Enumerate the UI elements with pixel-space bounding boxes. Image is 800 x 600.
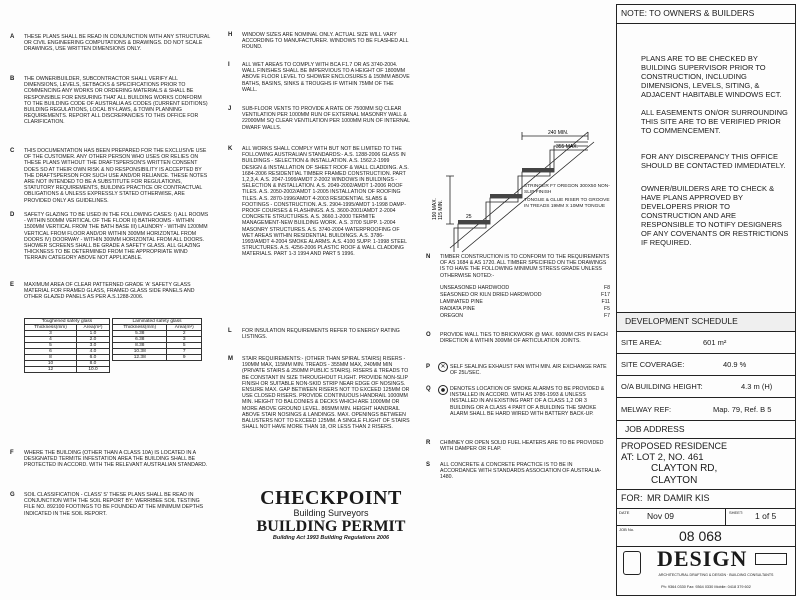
date-label: DATE bbox=[619, 510, 630, 515]
note-letter: O bbox=[426, 332, 431, 338]
owners-note-title: NOTE: TO OWNERS & BUILDERS bbox=[621, 8, 755, 18]
table-row: 4 2.0 bbox=[25, 337, 110, 343]
job-address-title: JOB ADDRESS bbox=[625, 424, 685, 434]
date-value: Nov 09 bbox=[647, 511, 674, 521]
tread-3 bbox=[522, 168, 554, 172]
list-item: OREGON F7 bbox=[440, 313, 610, 319]
logo-contact: Ph: 9364 0330 Fax: 9364 0330 Mobile: 0418 379 602 bbox=[661, 585, 751, 589]
note-letter: F bbox=[10, 450, 14, 456]
client-name: MR DAMIR KIS bbox=[647, 493, 710, 503]
table-title: Laminated safety glass bbox=[113, 319, 202, 325]
melway-value: Map. 79, Ref. B 5 bbox=[713, 405, 772, 414]
tread-2 bbox=[490, 194, 522, 198]
note-letter: M bbox=[228, 356, 233, 362]
job-address-body bbox=[617, 439, 795, 490]
owners-note-2: ALL EASEMENTS ON/OR SURROUNDING THIS SITE ARE TO BE VERIFIED PRIOR TO COMMENCEMENT. bbox=[641, 108, 788, 135]
note-letter: K bbox=[228, 146, 233, 152]
col-header: Thickness(mm) bbox=[113, 325, 167, 331]
table-title: Toughened safety glass bbox=[25, 319, 110, 325]
note-letter: N bbox=[426, 254, 431, 260]
table-row: 8 6.0 bbox=[25, 355, 110, 361]
note-text: WHERE THE BUILDING (OTHER THAN A CLASS 10A) IS LOCATED IN A DESIGNATED TERMITE INFESTATION AREA THE BUILDING SHALL BE PROTECTED IN ACCORD. WITH THE RELEVANT AUSTRALIAN STANDARD. bbox=[24, 450, 208, 469]
note-letter: H bbox=[228, 32, 233, 38]
client-label: FOR: bbox=[621, 493, 643, 503]
table-row: 10.38 7 bbox=[113, 349, 202, 355]
site-area-label: SITE AREA: bbox=[621, 338, 662, 347]
checkpoint-sub: Building Surveyors bbox=[293, 508, 369, 518]
building-height-value: 4.3 m (H) bbox=[741, 382, 773, 391]
stair-stringer-label: STRINGER F7 OREGON 300X50 NON-SLIP FINISH bbox=[524, 184, 610, 195]
stair-tread-label: TONGUE & GLUE RISER TO GROOVE IN TREADS 19MM X 10MM TONGUE bbox=[524, 198, 610, 209]
note-letter: L bbox=[228, 328, 232, 334]
note-text: SOIL CLASSIFICATION - CLASS' S' THESE PLANS SHALL BE READ IN CONJUNCTION WITH THE SOIL REPORT BY: WERRIBEE SOIL TESTING FILE NO. 892100 FOOTINGS TO BE FOUNDED AT THE MINIMUM DEPTHS INDICATED IN THE SOIL REPORT. bbox=[24, 492, 204, 517]
melway-row bbox=[617, 398, 795, 421]
note-letter: S bbox=[426, 462, 431, 468]
toughened-glass-table bbox=[24, 318, 110, 373]
dim-riser-min: 115 MIN. bbox=[438, 200, 444, 220]
checkpoint-permit: BUILDING PERMIT bbox=[256, 518, 406, 535]
dim-going-max: 355 MAX. bbox=[556, 144, 578, 150]
table-row: 6.38 3 bbox=[113, 337, 202, 343]
dim-riser-max: 190 MAX. bbox=[432, 198, 438, 220]
note-text: STAIR REQUIREMENTS:- (OTHER THAN SPIRAL STAIRS) RISERS - 190MM MAX, 115MM MIN. TREADS - 355MM MAX, 240MM MIN (PRIVATE STAIRS & 250MM PUBLIC STAIRS). RISERS & TREADS TO BE CONSTANT IN SIZE THROUGHOUT FLIGHT. PROVIDE NON-SLIP FINISH OR SUITABLE NON-SKID STRIP NEAR EDGE OF NOSINGS. ENSURE MAX. GAP BETWEEN RISERS NOT TO EXCEED 125MM OR USE CLOSED RISERS. PROVIDE CONTINUOUS HANDRAIL 1000MM MIN. HEIGHT TO BALCONIES & DECKS WHICH ARE 1000MM OR MORE ABOVE GROUND LEVEL. 865MM MIN. HEIGHT HANDRAIL ABOVE STAIR NOSINGS & LANDINGS. MAX. OPENINGS BETWEEN BALUSTERS NOT TO EXCEED 125MM. A SINGLE FLIGHT OF STAIRS SHALL NOT HAVE MORE THAN 18, OR LESS THAN 2 RISERS. bbox=[242, 356, 410, 431]
note-text: DENOTES LOCATION OF SMOKE ALARMS TO BE PROVIDED & INSTALLED IN ACCORD. WITH AS 3786-1993 & UNLESS INSTALLED IN AN EXISTING PART OF A CLASS 1,2 OR 3 BUILDING OR A CLASS 4 PART OF A BUILDING THE SMOKE ALARM SHALL BE HARD WIRED WITH BATTERY BACK-UP. bbox=[450, 386, 605, 417]
note-letter: D bbox=[10, 212, 15, 218]
list-item: UNSEASONED HARDWOOD F8 bbox=[440, 285, 610, 291]
col-header: Thickness(mm) bbox=[25, 325, 77, 331]
job-address-line: CLAYTON RD, bbox=[651, 463, 718, 474]
note-text: THIS DOCUMENTATION HAS BEEN PREPARED FOR THE EXCLUSIVE USE OF THE CUSTOMER. ANY OTHER PERSON WHO USES OR RELIES ON THESE PLANS WITHOUT THE DRAFTSPERSON'S WRITTEN CONSENT DOES SO AT THEIR OWN RISK & NO RESPONSIBILITY IS ACCEPTED BY THE DRAFTSPERSON FOR SUCH USE AND/OR RELIANCE. THESE NOTES ARE NOT INTENDED TO BE A SUBSTITUTE FOR REGULATIONS, STATUTORY REQUIREMENTS, BUILDING PRACTICE OR CONTRACTUAL OBLIGATIONS & UNLESS EXPRESSLY STATED OTHERWISE, ARE PROVIDED ONLY AS GUIDELINES. bbox=[24, 148, 208, 204]
client-row bbox=[617, 490, 795, 509]
checkpoint-name: CHECKPOINT bbox=[260, 487, 402, 509]
building-height-label: O/A BUILDING HEIGHT: bbox=[621, 382, 703, 391]
note-letter: I bbox=[228, 62, 230, 68]
note-text: SELF SEALING EXHAUST FAN WITH MIN. AIR EXCHANGE RATE OF 25L/SEC. bbox=[450, 364, 607, 377]
site-area-value: 601 m² bbox=[703, 338, 727, 347]
smoke-alarm-icon bbox=[438, 385, 448, 395]
logo-emblem-icon bbox=[623, 551, 641, 575]
note-text: CHIMNEY OR OPEN SOLID FUEL HEATERS ARE TO BE PROVIDED WITH DAMPER OR FLAP. bbox=[440, 440, 604, 453]
table-row: 12.38 9 bbox=[113, 355, 202, 361]
laminated-glass-table bbox=[112, 318, 202, 361]
job-number-label: JOB No. bbox=[619, 527, 635, 532]
date-sheet-divider bbox=[725, 509, 726, 525]
note-text: ALL CONCRETE & CONCRETE PRACTICE IS TO BE IN ACCORDANCE WITH STANDARDS ASSOCIATION OF AUSTRALIA-1480. bbox=[440, 462, 602, 481]
note-letter: R bbox=[426, 440, 431, 446]
site-coverage-label: SITE COVERAGE: bbox=[621, 360, 685, 369]
note-text: PROVIDE WALL TIES TO BRICKWORK @ MAX. 600MM CRS IN EACH DIRECTION & WITHIN 300MM OF ARTICULATION JOINTS. bbox=[440, 332, 608, 345]
table-row: 8.38 5 bbox=[113, 343, 202, 349]
date-sheet-row bbox=[617, 509, 795, 526]
table-row: 3 1.0 bbox=[25, 331, 110, 337]
dim-going-min: 240 MIN. bbox=[548, 130, 569, 136]
logo-tagline: ARCHITECTURAL DRAFTING & DESIGN · BUILDING CONSULTANTS bbox=[658, 573, 774, 577]
sheet-value: 1 of 5 bbox=[755, 511, 777, 521]
note-text: THE OWNER/BUILDER, SUBCONTRACTOR SHALL VERIFY ALL DIMENSIONS, LEVELS, SETBACKS & SPECIFICATIONS PRIOR TO COMMENCING ANY WORKS OR ORDERING MATERIALS & SHALL BE RESPONSIBLE FOR ENSURING THAT ALL BUILDING WORKS CONFORM TO THE BUILDING CODE OF AUSTRALIA AS CODES (CURRENT EDITIONS) BUILDING REGULATIONS, LOCAL BY-LAWS, & TOWN PLANNING REQUIREMENTS. REPORT ALL DISCREPANCIES TO THIS OFFICE FOR CLARIFICATION. bbox=[24, 76, 208, 126]
checkpoint-stamp bbox=[246, 488, 416, 542]
note-text: SAFETY GLAZING TO BE USED IN THE FOLLOWING CASES: I) ALL ROOMS - WITHIN 500MM VERTICAL OF THE FLOOR II) BATHROOMS - WITHIN 1500MM VERTICAL FROM THE BATH BASE III) LAUNDRY - WITHIN 1200MM VERTICAL FROM FLOOR AND/OR WITHIN 300MM HORIZONTAL FROM DOORS IV) DOORWAY - WITHIN 300MM HORIZONTAL FROM ALL DOORS. SHOWER SCREENS SHALL BE GRADE A SAFETY GLASS. ALL GLAZING THICKNESS TO BE DETERMINED FROM THE APPROPRIATE WIND TERRAIN CATEGORY ABOVE NOT APPLICABLE. bbox=[24, 212, 209, 262]
tread-1 bbox=[458, 220, 490, 224]
table-row: 10 8.0 bbox=[25, 361, 110, 367]
job-address-line: AT: LOT 2, NO. 461 bbox=[621, 452, 704, 463]
note-text: TIMBER CONSTRUCTION IS TO CONFORM TO THE REQUIREMENTS OF AS 1684 & AS 1720. ALL TIMBER SPECIFIED ON THE DRAWINGS IS TO HAVE THE FOLLOWING MINIMUM STRESS GRADE UNLESS OTHERWISE NOTED:- bbox=[440, 254, 610, 279]
owners-note-header bbox=[617, 5, 795, 24]
note-text: SUB-FLOOR VENTS TO PROVIDE A RATE OF 7500MM SQ CLEAR VENTILATION PER 1000MM RUN OF EXTERNAL MASONRY WALL & 22000MM SQ CLEAR VENTILATION PER 1000MM RUN OF INTERNAL DWARF WALLS. bbox=[242, 106, 410, 131]
exhaust-fan-icon: ✕ bbox=[438, 362, 448, 372]
note-text: THESE PLANS SHALL BE READ IN CONJUNCTION WITH ANY STRUCTURAL OR CIVIL ENGINEERING COMPUTATIONS & DRAWINGS. DO NOT SCALE DRAWINGS, USE WRITTEN DIMENSIONS ONLY. bbox=[24, 34, 211, 53]
note-letter: J bbox=[228, 106, 232, 112]
table-row: 6 4.0 bbox=[25, 349, 110, 355]
dev-schedule-header bbox=[617, 313, 795, 332]
note-letter: Q bbox=[426, 386, 431, 392]
note-letter: C bbox=[10, 148, 15, 154]
site-area-row bbox=[617, 332, 795, 354]
note-text: MAXIMUM AREA OF CLEAR PATTERNED GRADE 'A' SAFETY GLASS MATERIAL FOR FRAMED GLASS, FRAMED GLASS SIDE PANELS AND OTHER GLAZED PANELS AS PER A.S.1288-2006. bbox=[24, 282, 195, 301]
note-text: ALL WET AREAS TO COMPLY WITH BCA F1.7 OR AS 3740-2004. WALL FINISHES SHALL BE IMPERVIOUS TO A HEIGHT OF 1800MM ABOVE FLOOR LEVEL TO SHOWER ENCLOSURES & 150MM ABOVE BATHS, BASINS, SINKS & TROUGHS IF WITHIN 75MM OF THE WALL. bbox=[242, 62, 410, 93]
job-number-value: 08 068 bbox=[679, 528, 722, 544]
note-text: FOR INSULATION REQUIREMENTS REFER TO ENERGY RATING LISTINGS. bbox=[242, 328, 400, 341]
table-row: 5 3.0 bbox=[25, 343, 110, 349]
notes-right-column bbox=[414, 0, 614, 600]
dev-schedule-title: DEVELOPMENT SCHEDULE bbox=[625, 316, 738, 326]
table-row: 12 10.0 bbox=[25, 367, 110, 373]
job-address-line: CLAYTON bbox=[651, 475, 698, 486]
owners-note-3: FOR ANY DISCREPANCY THIS OFFICE SHOULD BE CONTACTED IMMEDIATELY. bbox=[641, 152, 786, 170]
site-coverage-row bbox=[617, 354, 795, 376]
owners-note-1: PLANS ARE TO BE CHECKED BY BUILDING SUPERVISOR PRIOR TO CONSTRUCTION, INCLUDING DIMENSIONS, LEVELS, SITING, & ADJACENT HABITABLE WINDOWS ECT. bbox=[641, 54, 782, 99]
list-item: RADIATA PINE F5 bbox=[440, 306, 610, 312]
note-text: WINDOW SIZES ARE NOMINAL ONLY. ACTUAL SIZE WILL VARY ACCORDING TO MANUFACTURER. WINDOWS TO BE FLASHED ALL ROUND. bbox=[242, 32, 409, 51]
list-item: LAMINATED PINE F11 bbox=[440, 299, 610, 305]
note-text: ALL WORKS SHALL COMPLY WITH BUT NOT BE LIMITED TO THE FOLLOWING AUSTRALIAN STANDARDS:- A.S. 1288-2006 GLASS IN BUILDINGS - SELECTION & INSTALLATION. A.S. 1562.2-1999 DESIGN & INSTALLATION OF SHEET ROOF & WALL CLADDING. A.S. 1684-2006 RESIDENTIAL TIMBER FRAMED CONSTRUCTION. PART 1,2,3,4. A.S. 2047-1999/AMDT 2-2002 WINDOWS IN BUILDINGS - SELECTION & INSTALLATION. A.S. 2049-2002/AMDT 1-2006 ROOF TILES. A.S. 2050-2002/AMDT 1-2005 INSTALLATION OF ROOFING TILES. A.S. 2870-1996/AMDT 4-2003 RESIDENTIAL SLABS & FOOTINGS - CONSTRUCTION. A.S. 2904-1995/AMDT 1-1998 DAMP-PROOF COURSES & FLASHINGS. A.S. 3600-2001/AMDT 2-2004 CONCRETE STRUCTURES. A.S. 3660.1-2000 TERMITE MANAGEMENT-NEW BUILDING WORK. A.S. 3700 SUPP. 1-2004 MASONRY STRUCTURES. A.S. 3740-2004 WATERPROOFING OF WET AREAS WITHIN RESIDENTIAL BUILDINGS. A.S. 3786-1993/AMDT 4-2004 SMOKE ALARMS. A.S. 4100 SUPP. 1-1998 STEEL STRUCTURES. A.S. 4256-2006 PLASTIC ROOF & WALL CLADDING MATERIALS. PART 1-3 1994 AND PART 5 1996. bbox=[242, 146, 409, 258]
note-letter: E bbox=[10, 282, 15, 288]
list-item: SEASONED OR KILN DRIED HARDWOOD F17 bbox=[440, 292, 610, 298]
logo-word: DESIGN bbox=[657, 546, 748, 571]
note-letter: A bbox=[10, 34, 15, 40]
notes-middle-column bbox=[216, 0, 412, 600]
sheet-label: SHEET: bbox=[729, 510, 744, 515]
owners-note-4: OWNER/BUILDERS ARE TO CHECK & HAVE PLANS APPROVED BY DEVELOPERS PRIOR TO CONSTRUCTION AND ARE RESPONSIBLE TO NOTIFY DESIGNERS OF ANY COVENANTS OR RESTRICTIONS IF REQUIRED. bbox=[641, 184, 789, 247]
col-header: Area(m²) bbox=[77, 325, 110, 331]
notes-left-column bbox=[0, 0, 212, 600]
designer-logo bbox=[617, 547, 795, 595]
col-header: Area(m²) bbox=[167, 325, 202, 331]
note-letter: G bbox=[10, 492, 15, 498]
owners-note-body bbox=[617, 24, 795, 313]
table-row: 5.38 2 bbox=[113, 331, 202, 337]
building-height-row bbox=[617, 376, 795, 398]
job-address-line: PROPOSED RESIDENCE bbox=[621, 441, 728, 451]
dim-25: 25 bbox=[466, 214, 472, 220]
logo-badge-icon bbox=[755, 553, 787, 565]
melway-label: MELWAY REF: bbox=[621, 405, 672, 414]
note-letter: B bbox=[10, 76, 15, 82]
title-block bbox=[616, 4, 796, 596]
site-coverage-value: 40.9 % bbox=[723, 360, 747, 369]
job-number-row bbox=[617, 526, 795, 547]
job-address-header bbox=[617, 421, 795, 439]
checkpoint-act: Building Act 1993 Building Regulations 2006 bbox=[272, 535, 390, 541]
note-letter: P bbox=[426, 364, 431, 370]
